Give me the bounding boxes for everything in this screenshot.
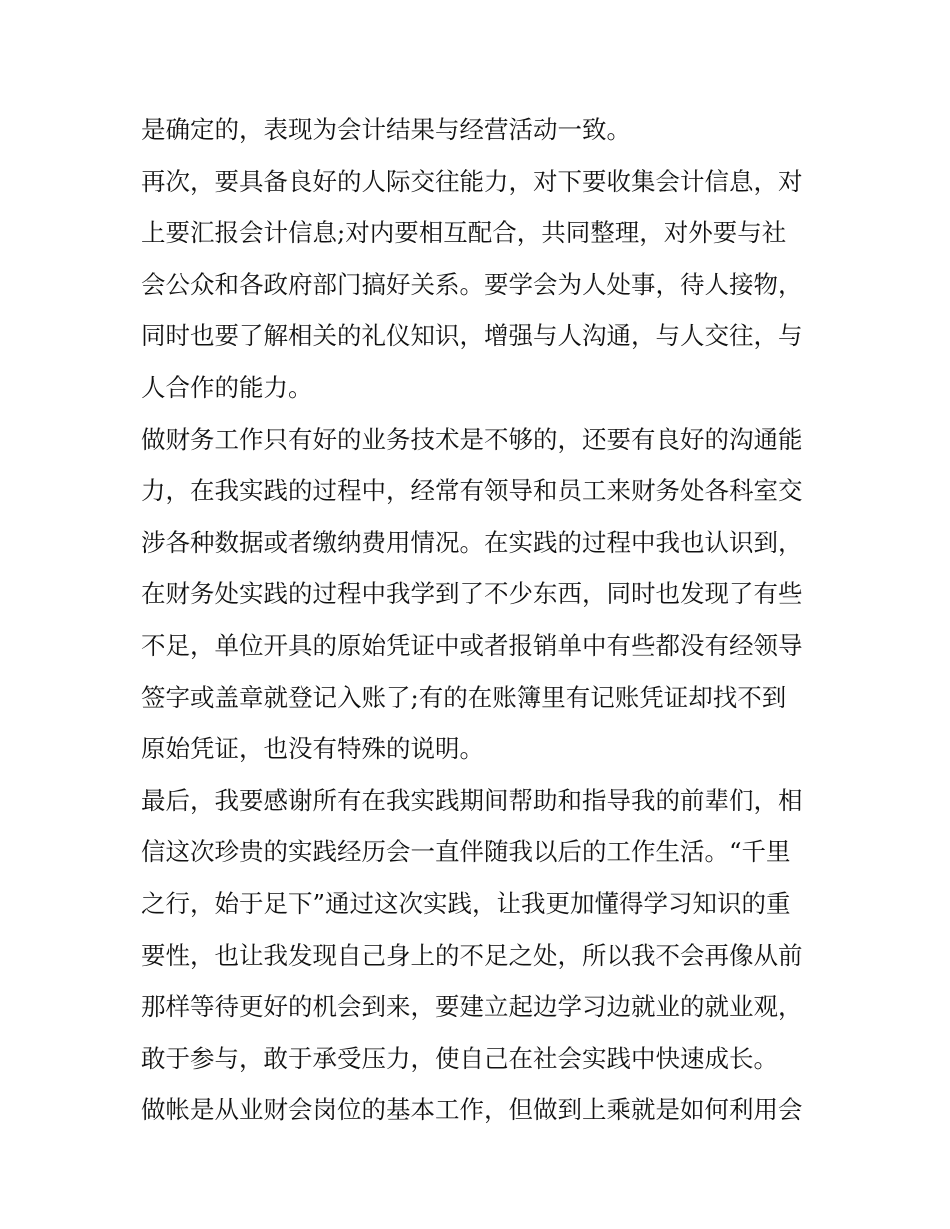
- text-line: 力，在我实践的过程中，经常有领导和员工来财务处各科室交: [141, 476, 803, 506]
- text-line: 不足，单位开具的原始凭证中或者报销单中有些都没有经领导: [141, 630, 803, 660]
- text-line: 敢于参与，敢于承受压力，使自己在社会实践中快速成长。: [141, 1043, 778, 1073]
- text-line: 之行，始于足下”通过这次实践，让我更加懂得学习知识的重: [141, 888, 791, 918]
- text-line: 是确定的，表现为会计结果与经营活动一致。: [141, 115, 631, 144]
- text-line: 人合作的能力。: [141, 372, 313, 402]
- text-line: 最后，我要感谢所有在我实践期间帮助和指导我的前辈们，相: [141, 785, 803, 815]
- text-line: 那样等待更好的机会到来，要建立起边学习边就业的就业观，: [141, 992, 803, 1022]
- text-line: 会公众和各政府部门搞好关系。要学会为人处事，待人接物，: [141, 269, 803, 299]
- document-body: [141, 104, 813, 1136]
- text-line: 签字或盖章就登记入账了;有的在账簿里有记账凭证却找不到: [141, 682, 787, 712]
- text-line: 涉各种数据或者缴纳费用情况。在实践的过程中我也认识到，: [141, 527, 803, 557]
- text-line: 做财务工作只有好的业务技术是不够的，还要有良好的沟通能: [141, 424, 803, 454]
- text-line: 信这次珍贵的实践经历会一直伴随我以后的工作生活。“千里: [141, 837, 791, 867]
- text-line: 要性，也让我发现自己身上的不足之处，所以我不会再像从前: [141, 940, 803, 970]
- text-line: 上要汇报会计信息;对内要相互配合，共同整理，对外要与社: [141, 218, 787, 248]
- text-line: 做帐是从业财会岗位的基本工作，但做到上乘就是如何利用会: [141, 1095, 803, 1125]
- text-line: 同时也要了解相关的礼仪知识，增强与人沟通，与人交往，与: [141, 321, 803, 351]
- text-line: 再次，要具备良好的人际交往能力，对下要收集会计信息，对: [141, 166, 803, 196]
- text-line: 原始凭证，也没有特殊的说明。: [141, 734, 484, 764]
- text-line: 在财务处实践的过程中我学到了不少东西，同时也发现了有些: [141, 579, 803, 609]
